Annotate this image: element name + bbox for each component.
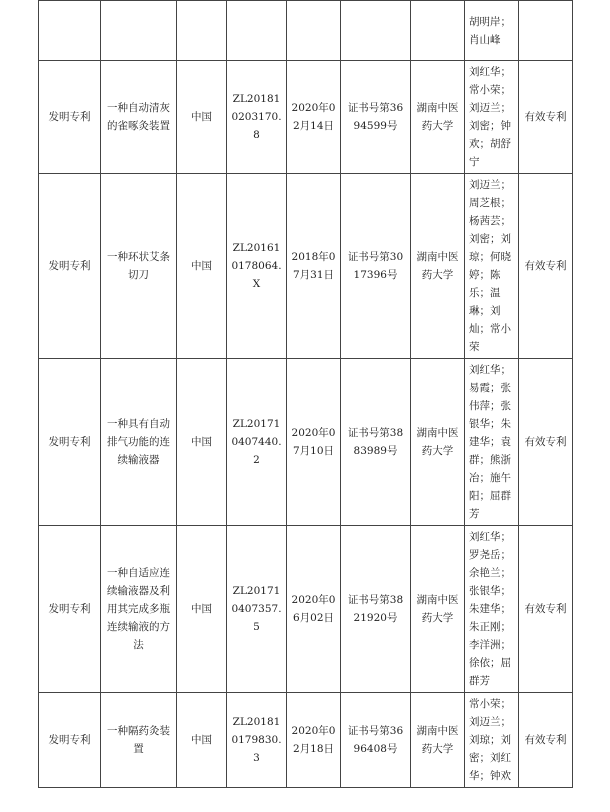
table-row <box>39 174 573 359</box>
inventors-cell: 刘红华；罗尧岳；余艳兰；张银华；朱建华；朱正刚；李洋洲；徐依；屈群芳 <box>465 526 519 693</box>
inventors-cell: 胡明岸；肖山峰 <box>465 1 519 61</box>
patent-type-cell: 发明专利 <box>39 526 101 693</box>
country-cell: 中国 <box>177 61 227 174</box>
patent-number-cell: ZL2018102031​70.8 <box>227 61 287 174</box>
grant-date-cell: 2020年06月02日 <box>287 526 341 693</box>
table-row <box>39 1 573 61</box>
inventors-cell: 刘红华；易霞；张伟萍；张银华；朱建华；袁群；熊浙冶；施午阳；屈群芳 <box>465 359 519 526</box>
status-cell: 有效专利 <box>519 526 573 693</box>
inventors-cell: 刘红华；常小荣；刘迈兰；刘密；钟欢；胡舒宁 <box>465 61 519 174</box>
holder-cell <box>411 1 465 61</box>
status-cell: 有效专利 <box>519 693 573 788</box>
country-cell <box>177 1 227 61</box>
certificate-cell: 证书号第3696408号 <box>341 693 411 788</box>
patent-number-cell <box>227 1 287 61</box>
inventors-cell: 刘迈兰；周芝根；杨茜芸；刘密；刘琼；何晓婷；陈乐；温琳；刘灿；常小荣 <box>465 174 519 359</box>
patent-number-cell: ZL201810179830.3 <box>227 693 287 788</box>
patent-type-cell <box>39 1 101 61</box>
certificate-cell <box>341 1 411 61</box>
table-row <box>39 526 573 693</box>
certificate-cell: 证书号第3694599号 <box>341 61 411 174</box>
patent-name-cell <box>101 1 177 61</box>
country-cell: 中国 <box>177 526 227 693</box>
patent-name-cell: 一种隔药灸装置 <box>101 693 177 788</box>
patent-type-cell: 发明专利 <box>39 693 101 788</box>
status-cell <box>519 1 573 61</box>
holder-cell: 湖南中医药大学 <box>411 693 465 788</box>
holder-cell: 湖南中医药大学 <box>411 61 465 174</box>
certificate-cell: 证书号第3883989号 <box>341 359 411 526</box>
table-row <box>39 693 573 788</box>
certificate-cell: 证书号第3821920号 <box>341 526 411 693</box>
patent-type-cell: 发明专利 <box>39 359 101 526</box>
patent-number-cell: ZL201610178064.X <box>227 174 287 359</box>
patent-type-cell: 发明专利 <box>39 61 101 174</box>
grant-date-cell: 2020年07月10日 <box>287 359 341 526</box>
patent-name-cell: 一种自适应连续输液器及利用其完成多瓶连续输液的方法 <box>101 526 177 693</box>
status-cell: 有效专利 <box>519 359 573 526</box>
grant-date-cell: 2020年02月14日 <box>287 61 341 174</box>
patent-number-cell: ZL201710407440.2 <box>227 359 287 526</box>
table-row <box>39 61 573 174</box>
patent-name-cell: 一种具有自动排气功能的连续输液器 <box>101 359 177 526</box>
inventors-cell: 常小荣；刘迈兰；刘琼；刘密；刘红华；钟欢 <box>465 693 519 788</box>
grant-date-cell: 2020年02月18日 <box>287 693 341 788</box>
patent-number-cell: ZL201710407357.5 <box>227 526 287 693</box>
patent-table <box>38 0 573 788</box>
holder-cell: 湖南中医药大学 <box>411 526 465 693</box>
holder-cell: 湖南中医药大学 <box>411 174 465 359</box>
country-cell: 中国 <box>177 359 227 526</box>
grant-date-cell <box>287 1 341 61</box>
patent-name-cell: 一种自动清灰的雀啄灸装置 <box>101 61 177 174</box>
patent-name-cell: 一种环状艾条切刀 <box>101 174 177 359</box>
table-row <box>39 359 573 526</box>
country-cell: 中国 <box>177 693 227 788</box>
holder-cell: 湖南中医药大学 <box>411 359 465 526</box>
country-cell: 中国 <box>177 174 227 359</box>
status-cell: 有效专利 <box>519 174 573 359</box>
patent-type-cell: 发明专利 <box>39 174 101 359</box>
status-cell: 有效专利 <box>519 61 573 174</box>
grant-date-cell: 2018年07月31日 <box>287 174 341 359</box>
certificate-cell: 证书号第3017396号 <box>341 174 411 359</box>
